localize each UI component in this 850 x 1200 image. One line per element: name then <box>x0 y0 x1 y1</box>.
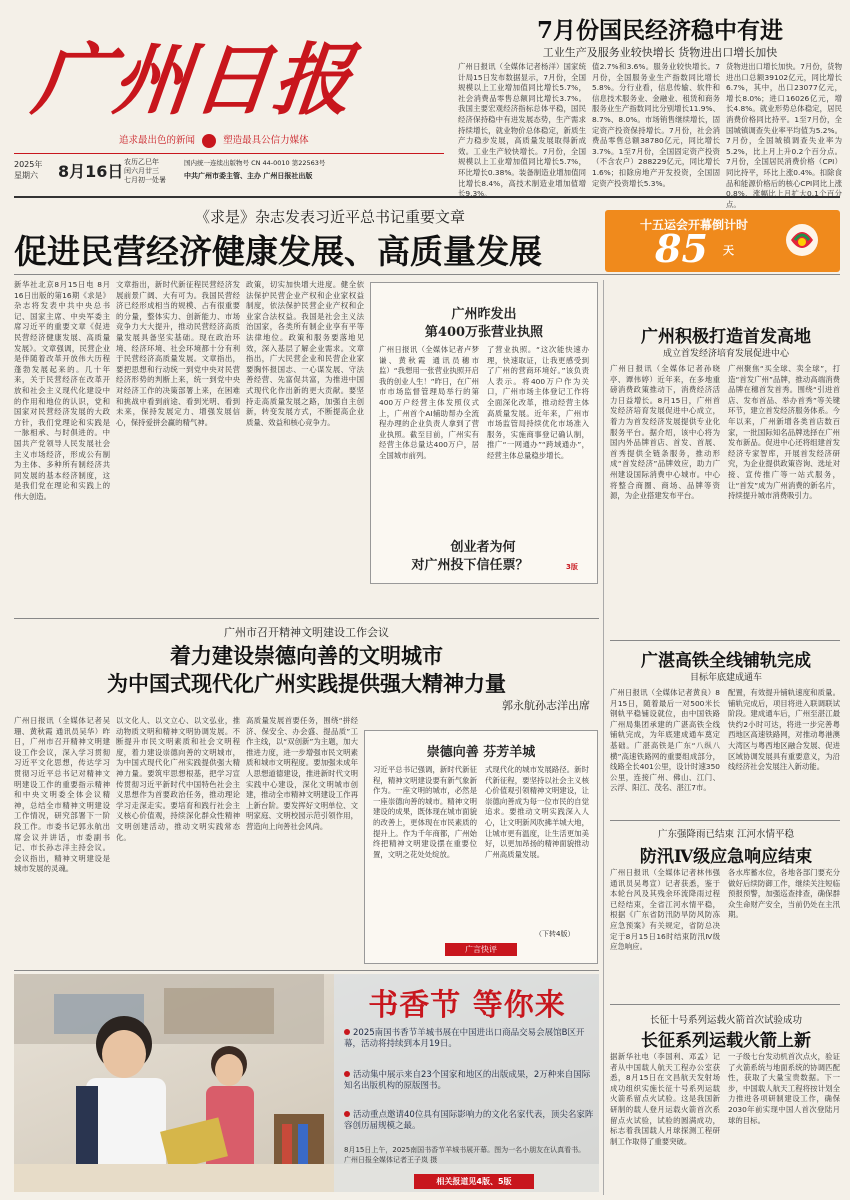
countdown-number: 85 <box>655 226 708 271</box>
masthead-title: 广州日报 <box>28 35 359 126</box>
issn: 国内统一连续出版物号 CN 44-0010 第22563号 <box>184 159 326 167</box>
flood-kicker: 广东强降雨已结束 江河水情平稳 <box>657 829 795 840</box>
license-col1: 广州日报讯（全媒体记者卢梦谦、黄秋霞 通讯员穗市监）“我想用一张营业执照开启我的创业人生！”昨日，在广州市市场监督管理局举行的第400万户经营主体发照仪式上，广州首个AI辅助帮办全流程办理的企业负责人拿到了营业执照。截至目前，广州实有经营主体总量达400万户，居全国城市前列。 <box>379 345 479 460</box>
top-story-title: 7月份国民经济稳中有进 <box>536 17 783 44</box>
bookfair-related[interactable]: 相关报道见4版、5版 <box>414 1174 534 1189</box>
lead-title: 促进民营经济健康发展、高质量发展 <box>14 232 542 271</box>
countdown-banner <box>605 210 840 272</box>
bookfair-bullet-1: 2025南国书香节羊城书展在中国进出口商品交易会展馆B区开幕，活动将持续到本月19日。 <box>344 1028 585 1049</box>
lead-col2: 文章指出，新时代新征程民营经济发展前景广阔、大有可为。我国民营经济已经形成相当的规模、占有很重要的分量，整体实力、创新能力、市场竞争力大大提升，推动民营经济高质量发展具备坚实基础。现在政治环境、经济环境、社会环境都十分有利于民营经济高质量发展。文章指出，要把思想和行动统一到党中央对民营经济形势的判断上来，统一到党中央对经济工作的决策部署上来，在困难和挑战中看到前途、看到光明、看到未来，保持发展定力、增强发展信心，保持爱拼会赢的精气神。 <box>116 280 240 427</box>
civ-title-1: 着力建设崇德向善的文明城市 <box>170 643 443 668</box>
bookfair-bullet-3: 活动重点邀请40位具有国际影响力的文化名家代表，顶尖名家阵容创历届规模之最。 <box>344 1110 594 1131</box>
date-year: 2025年 <box>14 160 43 169</box>
railway-col2: 配置，有效提升铺轨速度和质量。铺轨完成后，项目将进入联调联试阶段。建成通车后，广州至湛江最快约2小时可达，将进一步完善粤西地区高速铁路网，对推动粤港澳大湾区与粤西地区融合发展、促进区域协调发展具有重要意义，为沿线经济社会发展注入新动能。 <box>728 688 840 772</box>
virtue-sign: （下转4版） <box>535 930 575 938</box>
date-block <box>14 157 444 183</box>
civ-title-2: 为中国式现代化广州实践提供强大精神力量 <box>107 671 506 696</box>
rocket-col1: 据新华社电（李国利、邓孟）记者从中国载人航天工程办公室获悉，8月15日在文昌航天发射场成功组织实施长征十号系列运载火箭系留点火试验。这是我国新研制的载人登月运载火箭首次系留点火试验，试验的圆满成功，标志着我国载人月球探测工程研制工作取得了重要突破。 <box>610 1052 720 1146</box>
bookfair-caption: 8月15日上午，2025南国书香节羊城书展开幕。图为一名小朋友在认真看书。 广州日报全媒体记者王子岚 摄 <box>344 1146 586 1164</box>
railway-col1: 广州日报讯（全媒体记者黄良）8月15日，随着最后一对500米长钢轨平稳铺设就位，由中国铁路广州局集团承建的广湛高铁全线铺轨完成，为年底建成通车奠定基础。广湛高铁是广东“八纵八横”高速铁路网的重要组成部分，线路全长401公里，设计时速350公里，连接广州、佛山、江门、云浮、阳江、茂名、湛江7市。 <box>610 688 720 793</box>
first-release-col1: 广州日报讯（全媒体记者孙晓亭、谭伟婷）近年来，在多地重磅消费政策推动下，消费经济活力日益增长。8月15日，广州首发经济培育发展促进中心成立，着力为首发经济发展提供专业化服务平台。据介绍，该中心将为国内外品牌首店、首发、首展、首秀提供全链条服务，推动形成“首发经济”品牌效应，助力广州建设国际消费中心城市。中心将整合商圈、商场、品牌等资源，为企业搭建发布平台。 <box>610 364 720 501</box>
rocket-title: 长征系列运载火箭上新 <box>641 1031 811 1051</box>
countdown-unit: 天 <box>723 244 734 257</box>
civ-col2: 以文化人、以文立心、以文弘业，推动物质文明和精神文明协调发展。不断提升市民文明素质和社会文明程度，着力建设崇德向善的文明城市，为中国式现代化广州实践提供强大精神力量。要筑牢思想根基，把学习宣传贯彻习近平新时代中国特色社会主义思想作为首要政治任务，推动理论学习走深走实。要培育和践行社会主义核心价值观，持续深化群众性精神文明创建活动，推动文明实践常态化。 <box>116 716 240 842</box>
bookfair-bullet-2: 活动集中展示来自23个国家和地区的出版成果，2万种来自国际知名出版机构的原版图书。 <box>344 1070 591 1091</box>
rocket-kicker: 长征十号系列运载火箭首次试验成功 <box>649 1015 802 1026</box>
masthead-slogan: 追求最出色的新闻 塑造最具公信力媒体 <box>119 135 309 146</box>
lead-col3: 政策，切实加快增大进度。健全依法保护民营企业产权和企业家权益制度，依法保护民营企业产权和企业家合法权益。我国是社会主义法治国家，各类所有制企业享有平等法律地位。政策和服务要落地见效，深入基层了解企业需求。文章指出，广大民营企业和民营企业家要胸怀报国志、一心谋发展、守法善经营、先富促共富，为推进中国式现代化作出新的更大贡献。要坚持走高质量发展之路，加强自主创新，转变发展方式，不断提高企业质量、效益和核心竞争力。 <box>246 280 364 427</box>
virtue-title: 崇德向善 芬芳羊城 <box>426 745 536 760</box>
bookfair-photo <box>14 974 599 1192</box>
lunar-date-2: 闰六月廿三 <box>124 167 159 175</box>
first-release-subtitle: 成立首发经济培育发展促进中心 <box>662 349 789 359</box>
bullet-dot-icon <box>344 1029 350 1035</box>
top-story-col2: 值2.7%和3.6%。服务业较快增长。7月份，全国服务业生产指数同比增长5.8%。分行业看，信息传输、软件和信息技术服务业、金融业、租赁和商务服务业生产指数同比分别增长11.9%、8.7%、8.0%。市场销售继续增长，固定资产投资保持增长。7月份，社会消费品零售总额38780亿元，同比增长3.7%。1至7月份，全国固定资产投资（不含农户）288229亿元，同比增长1.6%；扣除房地产开发投资，全国固定资产投资增长5.3%。 <box>592 62 720 188</box>
bookfair-title: 书香节 等你来 <box>368 988 566 1023</box>
bullet-dot-icon <box>344 1111 350 1117</box>
license-col2: 了营业执照。“这次能快速办理，快速取证，让我更感受到了广州的营商环境好。”该负责人表示。将400万户作为关口，广州市场主体登记工作将全面深化改革，推动经营主体高质量发展。近年来，广州市市场监管局持续优化市场准入服务，实施商事登记确认制，推广“一网通办”“跨域通办”，经营主体总量稳步增长。 <box>487 345 589 460</box>
railway-title: 广湛高铁全线铺轨完成 <box>641 651 811 671</box>
callout-page[interactable]: 3版 <box>566 563 578 571</box>
rocket-col2: 一子级七台发动机首次点火，验证了火箭系统与地面系统的协调匹配性，获取了大量宝贵数据。下一步，中国载人航天工程将按计划全力推进各项研制建设工作，确保2030年前实现中国人首次登陆月球的目标。 <box>728 1052 840 1125</box>
lunar-date-3: 七月初一处暑 <box>124 176 166 184</box>
first-release-title: 广州积极打造首发高地 <box>641 327 811 347</box>
date-weekday: 星期六 <box>14 171 38 180</box>
license-title-1: 广州昨发出 <box>451 307 517 322</box>
first-release-col2: 广州聚焦“买全球、卖全球”，打造“首发广州”品牌，推动高端消费品牌在穗首发首秀。围绕“引进首店、发布首品、举办首秀”等关键环节，建立首发经济服务体系。今年以来，广州新增各类首店数百家，一批国际知名品牌选择在广州发布新品。促进中心还将组建首发经济专家智库，开展首发经济研究，为企业提供政策咨询、选址对接、宣传推广等一站式服务，让“首发”成为广州消费的新名片，持续提升城市消费吸引力。 <box>728 364 840 501</box>
callout-line-1: 创业者为何 <box>450 540 516 555</box>
sponsor: 中共广州市委主管、主办 广州日报社出版 <box>184 172 313 180</box>
top-story-subtitle: 工业生产及服务业较快增长 货物进出口增长加快 <box>542 46 778 59</box>
flood-col2: 各水库蓄水位，各地各部门要充分做好后续防御工作，继续关注短临预报预警，加强巡查排查，确保群众生命财产安全，当前仍处在主汛期。 <box>728 868 840 920</box>
license-title-2: 第400万张营业执照 <box>424 325 544 340</box>
civ-col3: 高质量发展首要任务，围绕“拼经济、保安全、办会盛、提品质”工作主线，以“双创新”为主题，加大推进力度，进一步增强市民文明素质和城市文明程度。要加强未成年人思想道德建设，推进新时代文明实践中心建设，深化文明城市创建，推动全市精神文明建设工作再上新台阶。要发挥好文明单位、文明家庭、文明校园示范引领作用，营造向上向善社会风尚。 <box>246 716 358 831</box>
lead-kicker: 《求是》杂志发表习近平总书记重要文章 <box>194 208 465 226</box>
flood-title: 防汛Ⅳ级应急响应结束 <box>639 847 813 867</box>
date-md: 8月16日 <box>58 162 124 181</box>
flood-col1: 广州日报讯（全媒体记者林伟强 通讯员吴粤宣）记者获悉，鉴于本轮台风及其残余环流降雨过程已经结束，全省江河水情平稳，根据《广东省防汛防旱防风防冻应急预案》有关规定，省防总决定于8月15日16时结束防汛Ⅳ级应急响应。 <box>610 868 720 952</box>
games-logo-icon <box>777 218 827 264</box>
virtue-box <box>364 730 598 964</box>
civ-col1: 广州日报讯（全媒体记者吴珊、黄秋霞 通讯员吴华）昨日，广州市召开精神文明建设工作会议，深入学习贯彻习近平文化思想，传达学习贯彻习近平总书记对精神文明建设工作的重要指示精神和中央文明委全体会议精神，总结全市精神文明建设工作情况，研究部署下一阶段工作。市委书记郭永航出席会议并讲话，市委副书记、市长孙志洋主持会议。会议指出，精神文明建设是城市发展的灵魂。 <box>14 716 110 874</box>
civ-attend: 郭永航孙志洋出席 <box>502 699 590 712</box>
logo-mark-icon <box>202 134 216 148</box>
countdown-label: 十五运会开幕倒计时 <box>639 218 748 232</box>
top-story-col1: 广州日报讯（全媒体记者杨洋）国家统计局15日发布数据显示，7月份，全国规模以上工业增加值同比增长5.7%，社会消费品零售总额同比增长3.7%。我国主要宏观经济指标总体平稳，国民经济保持稳中有进发展态势，生产需求持续增长，就业物价总体稳定，新质生产力稳步发展，高质量发展取得新成效。工业生产较快增长。7月份，全国规模以上工业增加值同比增长5.7%，环比增长0.38%。装备制造业增加值同比增长8.4%，高技术制造业增加值增长9.3%。 <box>458 62 586 199</box>
lunar-date-1: 农历乙巳年 <box>124 158 159 166</box>
virtue-col2: 式现代化的城市发展路径。新时代新征程，要坚持以社会主义核心价值观引领精神文明建设，让崇德向善成为每一位市民的自觉追求。要推动文明实践深入人心，让文明新风吹拂羊城大地，让城市更有温度，让生活更加美好，以更加昂扬的精神面貌推动广州高质量发展。 <box>485 765 589 859</box>
bullet-dot-icon <box>344 1071 350 1077</box>
callout-line-2: 对广州投下信任票？ <box>411 558 529 573</box>
railway-subtitle: 目标年底建成通车 <box>689 673 762 683</box>
civ-kicker: 广州市召开精神文明建设工作会议 <box>224 626 389 639</box>
virtue-col1: 习近平总书记强调，新时代新征程，精神文明建设要有新气象新作为。一座文明的城市，必然是一座崇德向善的城市。精神文明建设的成果，既体现在城市面貌的改善上，更体现在市民素质的提升上。作为千年商都，广州始终把精神文明建设摆在重要位置，文明之花处处绽放。 <box>373 765 477 859</box>
top-story-col3: 货物进出口增长加快。7月份，货物进出口总额39102亿元，同比增长6.7%，其中，出口23077亿元，增长8.0%；进口16026亿元，增长4.8%。就业形势总体稳定，居民消费价格同比持平。1至7月份，全国城镇调查失业率平均值为5.2%。7月份，全国城镇调查失业率为5.2%，比上月上升0.2个百分点。7月份，全国居民消费价格（CPI）同比持平，环比上涨0.4%。扣除食品和能源价格后的核心CPI同比上涨0.8%，涨幅比上月扩大0.1个百分点。 <box>726 62 842 209</box>
lead-col1: 新华社北京8月15日电 8月16日出版的第16期《求是》杂志将发表中共中央总书记、国家主席、中央军委主席习近平的重要文章《促进民营经济健康发展、高质量发展》。文章强调，民营企业是伴随着改革开放伟大历程蓬勃发展起来的。几十年来，关于民营经济在改革开放和社会主义现代化建设中的作用和地位的认识，党和国家对民营经济发展的大政方针，我们党理论和实践是一脉相承、与时俱进的。中国共产党领导人民发展社会主义市场经济，形成公有制为主体、多种所有制经济共同发展的基本经济制度，这是我们党在理论和实践上的伟大创造。 <box>14 280 110 501</box>
virtue-author: 广言快评 <box>445 943 517 956</box>
